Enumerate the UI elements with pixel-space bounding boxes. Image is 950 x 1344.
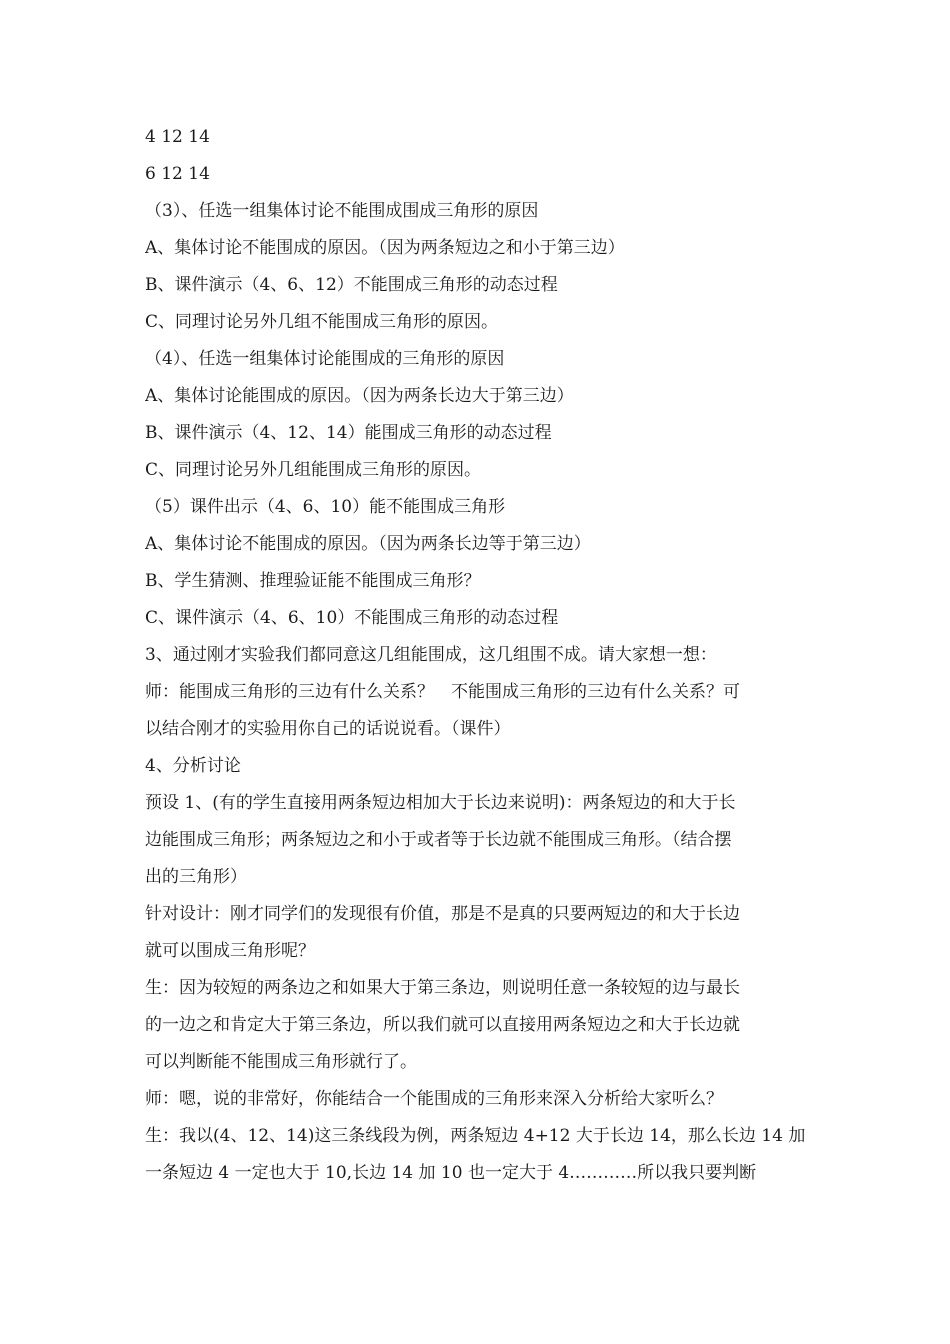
text-line: 可以判断能不能围成三角形就行了。	[145, 1052, 417, 1072]
text-line: 针对设计：刚才同学们的发现很有价值，那是不是真的只要两短边的和大于长边	[145, 904, 740, 924]
text-line: 4 12 14	[145, 127, 210, 147]
section-heading: 4、分析讨论	[145, 756, 241, 776]
text-line: A、集体讨论不能围成的原因。（因为两条长边等于第三边）	[145, 534, 591, 554]
text-line: B、课件演示（4、12、14）能围成三角形的动态过程	[145, 423, 552, 443]
text-line: A、集体讨论能围成的原因。（因为两条长边大于第三边）	[145, 386, 574, 406]
text-line: C、课件演示（4、6、10）不能围成三角形的动态过程	[145, 608, 559, 628]
text-line: 出的三角形）	[145, 867, 247, 887]
text-line: 3、通过刚才实验我们都同意这几组能围成，这几组围不成。请大家想一想：	[145, 645, 717, 665]
text-line: B、学生猜测、推理验证能不能围成三角形？	[145, 571, 481, 591]
text-line: B、课件演示（4、6、12）不能围成三角形的动态过程	[145, 275, 558, 295]
text-line: 就可以围成三角形呢？	[145, 941, 315, 961]
text-line: 生：因为较短的两条边之和如果大于第三条边，则说明任意一条较短的边与最长	[145, 978, 740, 998]
text-line: 一条短边 4 一定也大于 10,长边 14 加 10 也一定大于 4…………所以我只要判断	[145, 1163, 757, 1183]
text-line: C、同理讨论另外几组能围成三角形的原因。	[145, 460, 482, 480]
text-line: 预设 1、(有的学生直接用两条短边相加大于长边来说明)：两条短边的和大于长	[145, 793, 736, 813]
section-heading: （4）、任选一组集体讨论能围成的三角形的原因	[145, 349, 505, 369]
text-line: 以结合刚才的实验用你自己的话说说看。（课件）	[145, 719, 511, 739]
text-line: C、同理讨论另外几组不能围成三角形的原因。	[145, 312, 499, 332]
text-line: 的一边之和肯定大于第三条边，所以我们就可以直接用两条短边之和大于长边就	[145, 1015, 740, 1035]
text-line: 6 12 14	[145, 164, 210, 184]
text-line: 师：嗯，说的非常好，你能结合一个能围成的三角形来深入分析给大家听么？	[145, 1089, 723, 1109]
section-heading: （3）、任选一组集体讨论不能围成围成三角形的原因	[145, 201, 539, 221]
text-line: A、集体讨论不能围成的原因。（因为两条短边之和小于第三边）	[145, 238, 625, 258]
text-line: 边能围成三角形；两条短边之和小于或者等于长边就不能围成三角形。（结合摆	[145, 830, 732, 850]
text-line: 生：我以(4、12、14)这三条线段为例，两条短边 4+12 大于长边 14，那么长边 14 加	[145, 1126, 806, 1146]
text-line: 师：能围成三角形的三边有什么关系？ 不能围成三角形的三边有什么关系？可	[145, 682, 740, 702]
document-body	[145, 124, 815, 1197]
section-heading: （5）课件出示（4、6、10）能不能围成三角形	[145, 497, 506, 517]
